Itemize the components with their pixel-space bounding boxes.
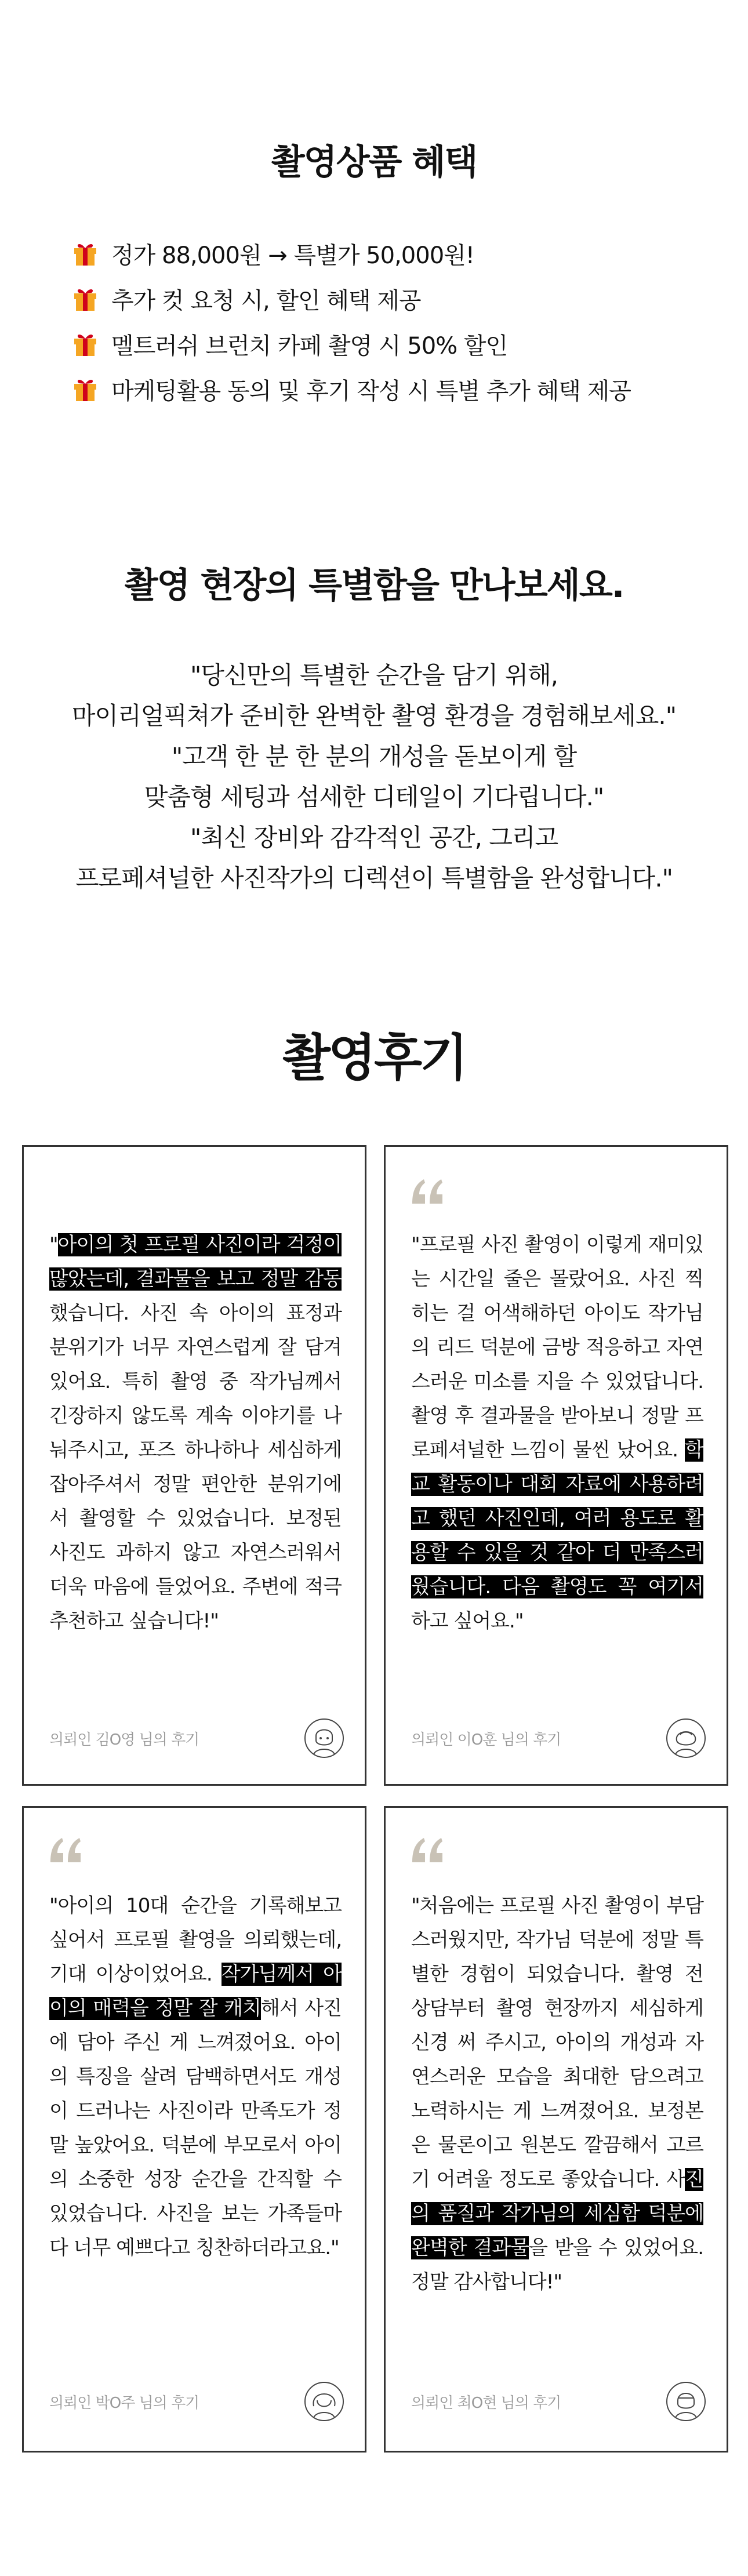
scene-line: "고객 한 분 한 분의 개성을 돋보이게 할 xyxy=(171,742,577,771)
avatar-icon xyxy=(665,1717,707,1759)
benefit-text: 멜트러쉬 브런치 카페 촬영 시 50% 할인 xyxy=(111,332,508,359)
review-highlight: 학교 활동이나 대회 자료에 사용하려고 했던 사진인데, 여러 용도로 활용할 수 있을 것 같아 더 만족스러웠습니다. 다음 촬영도 꼭 여기서 xyxy=(411,1438,703,1598)
scene-line: "당신만의 특별한 순간을 담기 위해, xyxy=(190,661,558,689)
review-text-before: "처음에는 프로필 사진 촬영이 부담스러웠지만, 작가님 덕분에 정말 특별한 경험이 되었습니다. 촬영 전 상담부터 촬영 현장까지 세심하게 신경 써 주시고, 아이의 개성과 자연스러운 모습을 최대한 담으려고 노력하시는 게 느껴졌어요. 보정본은 물론이고 원본도 깔끔해서 고르기 어려울 정도로 좋았습니다. 사 xyxy=(411,1894,703,2191)
benefit-text: 마케팅활용 동의 및 후기 작성 시 특별 추가 혜택 제공 xyxy=(111,377,631,405)
quote-mark-icon xyxy=(410,1177,445,1206)
review-text-before: " xyxy=(49,1233,58,1256)
gift-icon xyxy=(72,285,99,312)
benefit-list xyxy=(72,231,710,412)
review-text-rest: 하고 싶어요." xyxy=(411,1609,524,1633)
review-highlight: 아이의 첫 프로필 사진이라 걱정이 많았는데, 결과물을 보고 정말 감동 xyxy=(49,1233,342,1291)
review-author: 의뢰인 최O현 님의 후기 xyxy=(411,2395,561,2412)
reviews-title: 촬영후기 xyxy=(282,1029,466,1087)
review-text xyxy=(49,1228,342,1638)
benefit-item xyxy=(72,276,710,321)
gift-icon xyxy=(72,240,99,267)
review-author: 의뢰인 김O영 님의 후기 xyxy=(49,1731,199,1749)
scene-quote-1 xyxy=(0,655,748,899)
scene-line: 마이리얼픽쳐가 준비한 완벽한 촬영 환경을 경험해보세요." xyxy=(71,702,677,730)
review-text xyxy=(411,1228,703,1638)
review-card xyxy=(384,1145,728,1786)
benefit-text: 추가 컷 요청 시, 할인 혜택 제공 xyxy=(111,287,421,314)
quote-mark-icon xyxy=(410,1836,445,1865)
review-text-before: "프로필 사진 촬영이 이렇게 재미있는 시간일 줄은 몰랐어요. 사진 찍히는 걸 어색해하던 아이도 작가님의 리드 덕분에 금방 적응하고 자연스러운 미소를 지을 수 있었답니다. 촬영 후 결과물을 받아보니 정말 프로페셔널한 느낌이 물씬 났어요. xyxy=(411,1233,703,1462)
review-text-rest: 을 받을 수 있었어요. 정말 감사합니다!" xyxy=(411,2236,704,2294)
scene-title: 촬영 현장의 특별함을 만나보세요. xyxy=(124,565,624,606)
scene-line: 맞춤형 세팅과 섬세한 디테일이 기다립니다." xyxy=(144,783,604,811)
review-card xyxy=(384,1806,728,2453)
review-text-rest: 해서 사진에 담아 주신 게 느껴졌어요. 아이의 특징을 살려 담백하면서도 개성이 드러나는 사진이라 만족도가 정말 높았어요. 덕분에 부모로서 아이의 소중한 성장 순간을 간직할 수 있었습니다. 사진을 보는 가족들마다 너무 예쁘다고 칭찬하더라고요." xyxy=(49,1997,342,2259)
review-card xyxy=(22,1806,366,2453)
benefit-item xyxy=(72,321,710,366)
avatar-icon xyxy=(303,2381,345,2422)
benefit-text: 정가 88,000원 → 특별가 50,000원! xyxy=(111,242,474,269)
review-author: 의뢰인 이O훈 님의 후기 xyxy=(411,1731,561,1749)
benefit-item xyxy=(72,231,710,276)
gift-icon xyxy=(72,376,99,402)
review-author: 의뢰인 박O주 님의 후기 xyxy=(49,2395,199,2412)
benefits-title: 촬영상품 혜택 xyxy=(271,142,477,183)
review-text-rest: 했습니다. 사진 속 아이의 표정과 분위기가 너무 자연스럽게 잘 담겨 있어요. 특히 촬영 중 작가님께서 긴장하지 않도록 계속 이야기를 나눠주시고, 포즈 하나하나 세심하게 잡아주셔서 정말 편안한 분위기에서 촬영할 수 있었습니다. 보정된 사진도 과하지 않고 자연스러워서 더욱 마음에 들었어요. 주변에 적극 추천하고 싶습니다!" xyxy=(49,1302,342,1633)
gift-icon xyxy=(72,330,99,357)
review-text xyxy=(49,1889,342,2265)
benefit-item xyxy=(72,366,710,412)
review-text xyxy=(411,1889,703,2299)
review-text-before: "아이의 10대 순간을 기록해보고 싶어서 프로필 촬영을 의뢰했는데, 기대 이상이었어요. xyxy=(49,1894,342,1986)
review-card xyxy=(22,1145,366,1786)
avatar-icon xyxy=(665,2381,707,2422)
avatar-icon xyxy=(303,1717,345,1759)
quote-mark-icon xyxy=(48,1836,83,1865)
review-highlight: 진의 품질과 작가님의 세심함 덕분에 완벽한 결과물 xyxy=(411,2168,703,2259)
review-highlight: 작가님께서 아이의 매력을 정말 잘 캐치 xyxy=(49,1963,342,2020)
scene-line: 프로페셔널한 사진작가의 디렉션이 특별함을 완성합니다." xyxy=(75,864,673,892)
scene-line: "최신 장비와 감각적인 공간, 그리고 xyxy=(190,823,558,852)
